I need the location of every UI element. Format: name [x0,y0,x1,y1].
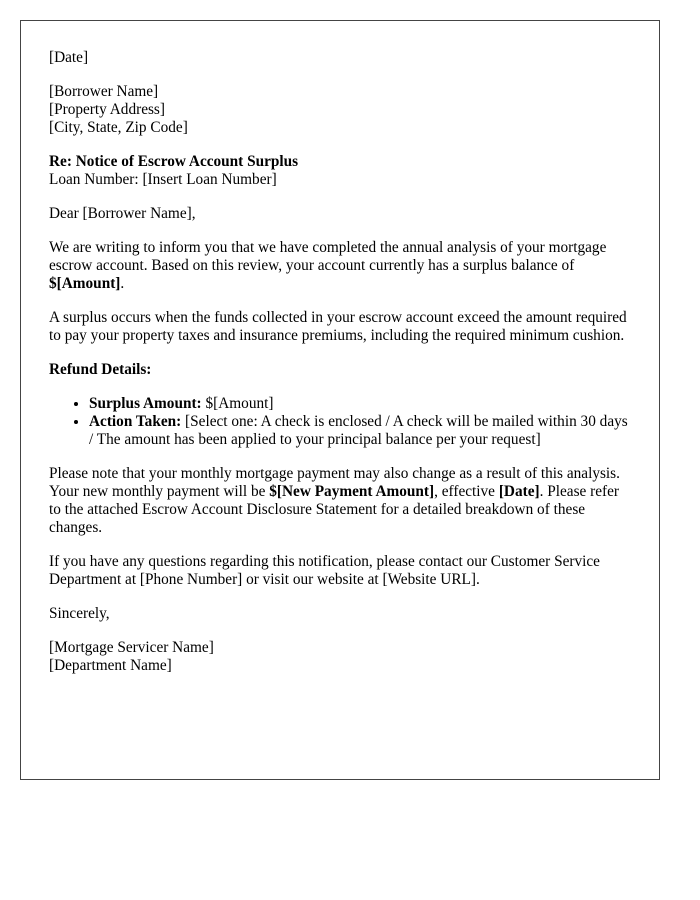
paragraph-contact: If you have any questions regarding this notification, please contact our Customer Service Department at [Phone Number] or visit our website at [Website URL]. [49,553,600,588]
effective-date: [Date] [498,483,540,500]
loan-number-line: Loan Number: [Insert Loan Number] [49,171,277,188]
list-item [89,413,631,449]
refund-item-label: Surplus Amount: [89,395,202,412]
signature-block [49,639,631,675]
refund-details-heading [49,361,631,379]
recipient-block [49,83,631,137]
department-name: [Department Name] [49,657,172,674]
refund-item-value: [Select one: A check is enclosed / A check will be mailed within 30 days / The amount has been applied to your principal balance per your request] [89,413,628,448]
servicer-name: [Mortgage Servicer Name] [49,639,214,656]
payment-change-text-b: , effective [434,483,499,500]
letter-page [20,20,660,780]
paragraph-payment-change [49,465,631,537]
letter-date: [Date] [49,49,89,66]
salutation: Dear [Borrower Name], [49,205,196,222]
payment-change-text-a: Please note that your monthly mortgage payment may also change as a result of this analysis. Your new monthly payment will be [49,465,620,500]
paragraph-analysis [49,239,631,293]
payment-change-text-c: . Please refer to the attached Escrow Account Disclosure Statement for a detailed breakdown of these changes. [49,483,620,536]
recipient-address: [Property Address] [49,101,165,118]
surplus-amount-inline: $[Amount] [49,275,121,292]
paragraph-analysis-text: We are writing to inform you that we have completed the annual analysis of your mortgage escrow account. Based on this review, your account currently has a surplus balance of [49,239,607,274]
list-item [89,395,631,413]
recipient-city-state-zip: [City, State, Zip Code] [49,119,188,136]
refund-item-label: Action Taken: [89,413,182,430]
subject-block [49,153,631,189]
paragraph-surplus-explanation: A surplus occurs when the funds collected in your escrow account exceed the amount required to pay your property taxes and insurance premiums, including the required minimum cushion. [49,309,627,344]
refund-item-value: $[Amount] [201,395,274,412]
paragraph-analysis-end: . [120,275,125,292]
refund-details-list [49,395,631,449]
closing: Sincerely, [49,605,110,622]
new-payment-amount: $[New Payment Amount] [269,483,435,500]
refund-details-heading-text: Refund Details: [49,361,152,378]
recipient-name: [Borrower Name] [49,83,159,100]
re-line: Re: Notice of Escrow Account Surplus [49,153,299,170]
